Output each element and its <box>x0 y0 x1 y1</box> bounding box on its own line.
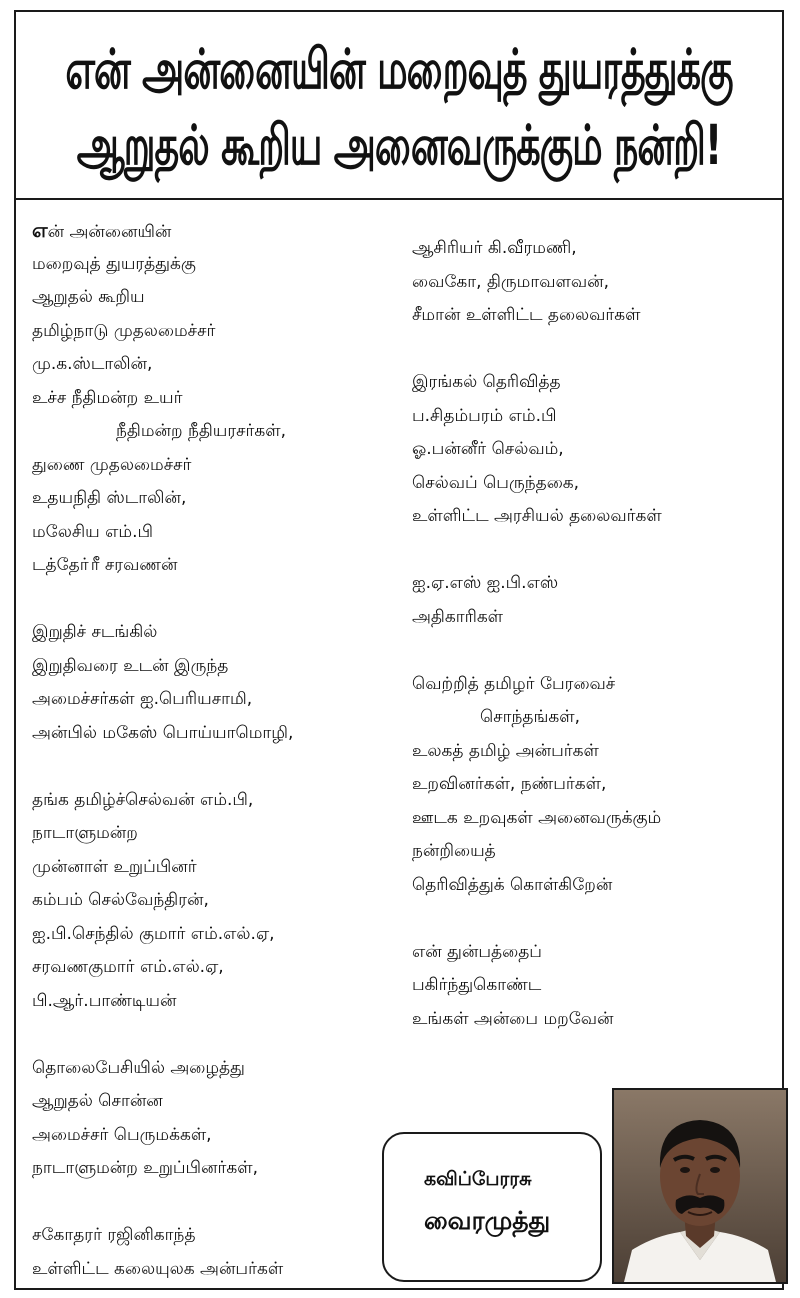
text-line: இறுதிவரை உடன் இருந்த <box>32 655 229 676</box>
paragraph-gap <box>32 1186 392 1220</box>
paragraph-gap <box>412 902 772 936</box>
text-line: கம்பம் செல்வேந்திரன், <box>32 890 209 910</box>
paragraph-gap <box>412 333 772 367</box>
text-line: தொலைபேசியில் அழைத்து <box>32 1057 245 1078</box>
text-line: சீமான் உள்ளிட்ட தலைவர்கள் <box>412 305 641 325</box>
text-line: மறைவுத் துயரத்துக்கு <box>32 253 196 274</box>
text-line: முன்னாள் உறுப்பினர் <box>32 856 197 877</box>
text-line: நாடாளுமன்ற உறுப்பினர்கள், <box>32 1158 259 1178</box>
text-line: வெற்றித் தமிழர் பேரவைச் <box>412 673 616 694</box>
text-line: தெரிவித்துக் கொள்கிறேன் <box>412 874 613 895</box>
text-line: ஆசிரியர் கி.வீரமணி, <box>412 238 577 258</box>
text-line: உங்கள் அன்பை மறவேன் <box>412 1008 614 1029</box>
eye-left <box>680 1167 690 1173</box>
text-line: ஐ.பி.செந்தில் குமார் எம்.எல்.ஏ, <box>32 923 275 944</box>
dropcap: எ <box>32 218 48 242</box>
text-line: உறவினர்கள், நண்பர்கள், <box>412 774 607 794</box>
text-line: ஆறுதல் சொன்ன <box>32 1091 163 1111</box>
text-line: பகிர்ந்துகொண்ட <box>412 975 542 995</box>
text-line: தமிழ்நாடு முதலமைச்சர் <box>32 320 216 341</box>
first-line-text: ன் அன்னையின் <box>47 222 172 242</box>
signature-box <box>382 1132 602 1282</box>
text-line: துணை முதலமைச்சர் <box>32 454 192 475</box>
text-line: ப.சிதம்பரம் எம்.பி <box>412 405 557 426</box>
notice-frame <box>14 10 784 1290</box>
headline-line-1: என் அன்னையின் மறைவுத் துயரத்துக்கு <box>65 37 733 101</box>
paragraph-gap <box>412 534 772 568</box>
text-line: செல்வப் பெருந்தகை, <box>412 472 580 493</box>
text-line-indented: சொந்தங்கள், <box>480 707 581 727</box>
text-line: மலேசிய எம்.பி <box>32 521 154 542</box>
text-line: அமைச்சர்கள் ஐ.பெரியசாமி, <box>32 689 253 709</box>
text-line: சரவணகுமார் எம்.எல்.ஏ, <box>32 957 224 977</box>
text-line: வைகோ, திருமாவளவன், <box>412 271 610 292</box>
text-line: அதிகாரிகள் <box>412 606 504 627</box>
text-line: உள்ளிட்ட அரசியல் தலைவர்கள் <box>412 506 662 526</box>
text-line: ஐ.ஏ.எஸ் ஐ.பி.எஸ் <box>412 573 559 593</box>
paragraph-gap <box>412 634 772 668</box>
text-line: உச்ச நீதிமன்ற உயர் <box>32 387 183 408</box>
headline-line-2: ஆறுதல் கூறிய அனைவருக்கும் நன்றி! <box>76 113 722 177</box>
text-line: அன்பில் மகேஸ் பொய்யாமொழி, <box>32 722 294 743</box>
text-line: ஆறுதல் கூறிய <box>32 287 145 307</box>
paragraph-gap <box>32 1018 392 1052</box>
right-column <box>412 232 772 1036</box>
text-line: நன்றியைத் <box>412 841 496 861</box>
text-line: உதயநிதி ஸ்டாலின், <box>32 488 187 508</box>
text-line: இறுதிச் சடங்கில் <box>32 622 158 642</box>
text-line: ஊடக உறவுகள் அனைவருக்கும் <box>412 807 662 828</box>
paragraph-gap <box>32 750 392 784</box>
portrait-illustration <box>614 1090 786 1282</box>
text-line: இரங்கல் தெரிவித்த <box>412 372 561 392</box>
text-line: உள்ளிட்ட கலையுலக அன்பர்கள் <box>32 1258 284 1279</box>
eye-right <box>710 1167 720 1173</box>
signature-name: வைரமுத்து <box>424 1206 551 1235</box>
text-line <box>32 214 392 248</box>
headline <box>16 12 782 200</box>
text-line: சகோதரர் ரஜினிகாந்த் <box>32 1225 196 1245</box>
text-line: மு.க.ஸ்டாலின், <box>32 354 153 374</box>
signature-title: கவிப்பேரரசு <box>424 1168 532 1190</box>
text-line: தங்க தமிழ்ச்செல்வன் எம்.பி, <box>32 789 254 810</box>
text-line: உலகத் தமிழ் அன்பர்கள் <box>412 740 599 761</box>
text-line-indented: நீதிமன்ற நீதியரசர்கள், <box>116 421 287 441</box>
portrait-photo <box>612 1088 788 1284</box>
paragraph-gap <box>32 583 392 617</box>
text-line: பி.ஆர்.பாண்டியன் <box>32 990 177 1011</box>
text-line: நாடாளுமன்ற <box>32 823 138 843</box>
text-line: ஓ.பன்னீர் செல்வம், <box>412 439 564 459</box>
text-line: அமைச்சர் பெருமக்கள், <box>32 1124 212 1145</box>
text-line: என் துன்பத்தைப் <box>412 941 542 962</box>
text-line: டத்தோ்ரீ சரவணன் <box>32 555 178 575</box>
left-column <box>32 214 392 1286</box>
